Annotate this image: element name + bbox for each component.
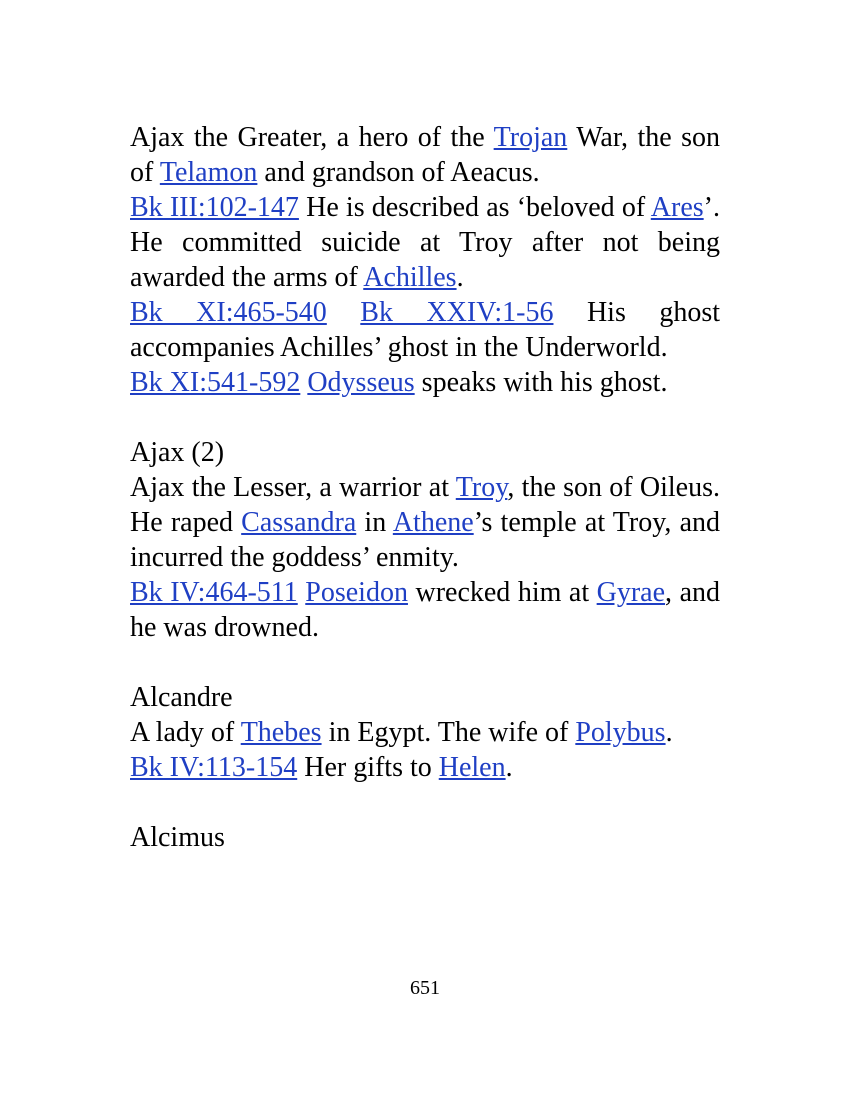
entry-text: Ajax the Greater, a hero of the <box>130 122 494 153</box>
link-troy[interactable]: Troy <box>455 472 508 503</box>
entry-spacer <box>130 785 720 820</box>
glossary-entry <box>130 680 720 785</box>
entry-text: in <box>356 507 393 538</box>
entry-text: ’s temple at Troy, and incurred the goddess’ enmity. <box>130 507 720 573</box>
link-odysseus[interactable]: Odysseus <box>307 367 415 398</box>
glossary-entry <box>130 820 720 855</box>
glossary-entry <box>130 120 720 400</box>
entry-paragraph <box>130 575 720 645</box>
glossary-body <box>130 120 720 855</box>
entry-text: wrecked him at <box>407 577 597 608</box>
entry-text: speaks with his ghost. <box>414 367 668 398</box>
entry-paragraph <box>130 750 720 785</box>
entry-text: . <box>505 752 513 783</box>
entry-text: Alcandre <box>130 682 233 713</box>
entry-text: Ajax (2) <box>130 437 225 468</box>
entry-paragraph <box>130 470 720 575</box>
link-telamon[interactable]: Telamon <box>159 157 258 188</box>
entry-spacer <box>130 400 720 435</box>
entry-text: in Egypt. The wife of <box>321 717 576 748</box>
entry-paragraph <box>130 435 720 470</box>
entry-text: Her gifts to <box>297 752 439 783</box>
entry-text: Alcimus <box>130 822 225 853</box>
entry-text: ’. He committed suicide at Troy after not being awarded the arms of <box>130 192 720 293</box>
page-number: 651 <box>410 977 440 999</box>
entry-paragraph <box>130 820 720 855</box>
link-gyrae[interactable]: Gyrae <box>596 577 666 608</box>
link-helen[interactable]: Helen <box>438 752 506 783</box>
entry-spacer <box>130 645 720 680</box>
link-bk-xxiv-1-56[interactable]: Bk XXIV:1-56 <box>360 297 554 328</box>
entry-text: He is described as ‘beloved of <box>298 192 651 223</box>
link-trojan[interactable]: Trojan <box>493 122 568 153</box>
entry-text: His ghost accompanies Achilles’ ghost in the Underworld. <box>130 297 721 363</box>
entry-paragraph <box>130 190 720 295</box>
link-bk-xi-465-540[interactable]: Bk XI:465-540 <box>130 297 327 328</box>
entry-paragraph <box>130 715 720 750</box>
link-thebes[interactable]: Thebes <box>240 717 322 748</box>
entry-paragraph <box>130 295 720 365</box>
entry-text <box>327 297 360 328</box>
entry-text: . <box>456 262 464 293</box>
entry-text: Ajax the Lesser, a warrior at <box>130 472 456 503</box>
link-cassandra[interactable]: Cassandra <box>241 507 357 538</box>
link-ares[interactable]: Ares <box>650 192 704 223</box>
link-athene[interactable]: Athene <box>392 507 474 538</box>
link-achilles[interactable]: Achilles <box>363 262 457 293</box>
link-bk-iv-113-154[interactable]: Bk IV:113-154 <box>130 752 298 783</box>
link-bk-xi-541-592[interactable]: Bk XI:541-592 <box>130 367 301 398</box>
link-poseidon[interactable]: Poseidon <box>305 577 408 608</box>
link-polybus[interactable]: Polybus <box>575 717 666 748</box>
link-bk-iii-102-147[interactable]: Bk III:102-147 <box>130 192 299 223</box>
glossary-entry <box>130 435 720 645</box>
entry-text: , and he was drowned. <box>130 577 720 643</box>
entry-paragraph <box>130 365 720 400</box>
entry-text: War, the son of <box>130 122 720 188</box>
entry-text: , the son of Oileus. He raped <box>130 472 721 538</box>
link-bk-iv-464-511[interactable]: Bk IV:464-511 <box>130 577 298 608</box>
entry-text: A lady of <box>130 717 241 748</box>
entry-paragraph <box>130 680 720 715</box>
entry-text: and grandson of Aeacus. <box>257 157 540 188</box>
entry-paragraph <box>130 120 720 190</box>
entry-text: . <box>665 717 673 748</box>
